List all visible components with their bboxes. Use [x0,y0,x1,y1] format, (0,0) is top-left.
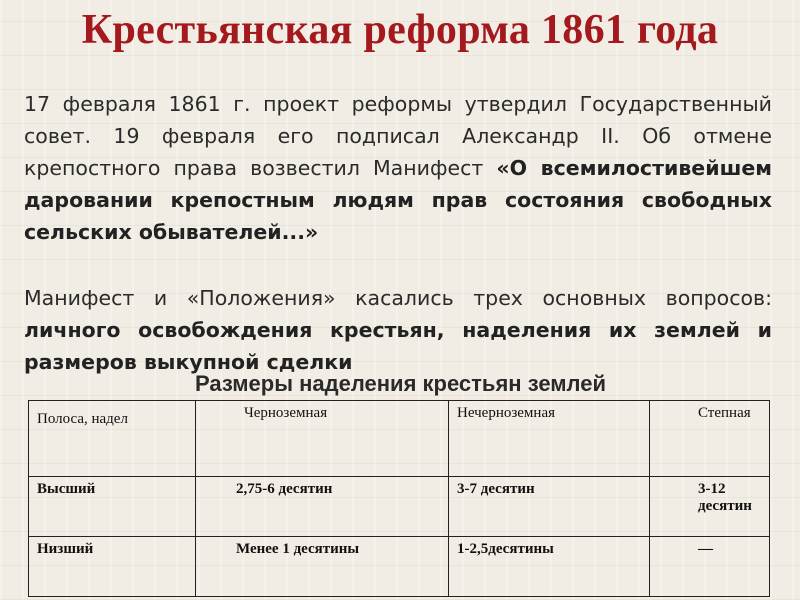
land-allotment-table [28,400,770,597]
reform-text: 17 февраля 1861 г. проект реформы утвердил Государственный совет. 19 февраля его подписал Александр II. Об отмене крепостного права возвестил Манифест [24,92,772,180]
table-cell: 2,75-6 десятин [196,477,449,537]
table-cell: 1-2,5десятины [449,537,650,597]
row-label-cell: Низший [29,537,196,597]
manifest-title-text: «О всемилостивейшем даровании крепостным людям прав состояния свободных сельских обывателей...» [24,156,772,244]
table-cell: — [650,537,770,597]
table-cell: 3-7 десятин [449,477,650,537]
table-row [29,537,770,597]
reform-paragraph [24,88,772,248]
table-title: Размеры наделения крестьян землей [195,371,607,396]
slide-title: Крестьянская реформа 1861 года [81,7,719,53]
questions-text: Манифест и «Положения» касались трех основных вопросов: [24,286,772,310]
header-cell-zone: Полоса, надел [29,401,196,477]
table-cell: Менее 1 десятины [196,537,449,597]
row-label-cell: Высший [29,477,196,537]
questions-paragraph [24,282,772,378]
header-cell-chernozem: Черноземная [196,401,449,477]
table-row [29,477,770,537]
questions-bold-text: личного освобождения крестьян, наделения их землей и размеров выкупной сделки [24,318,772,374]
table-header-row [29,401,770,477]
table-cell: 3-12 десятин [650,477,770,537]
header-cell-steppe: Степная [650,401,770,477]
header-cell-nonchernozem: Нечерноземная [449,401,650,477]
